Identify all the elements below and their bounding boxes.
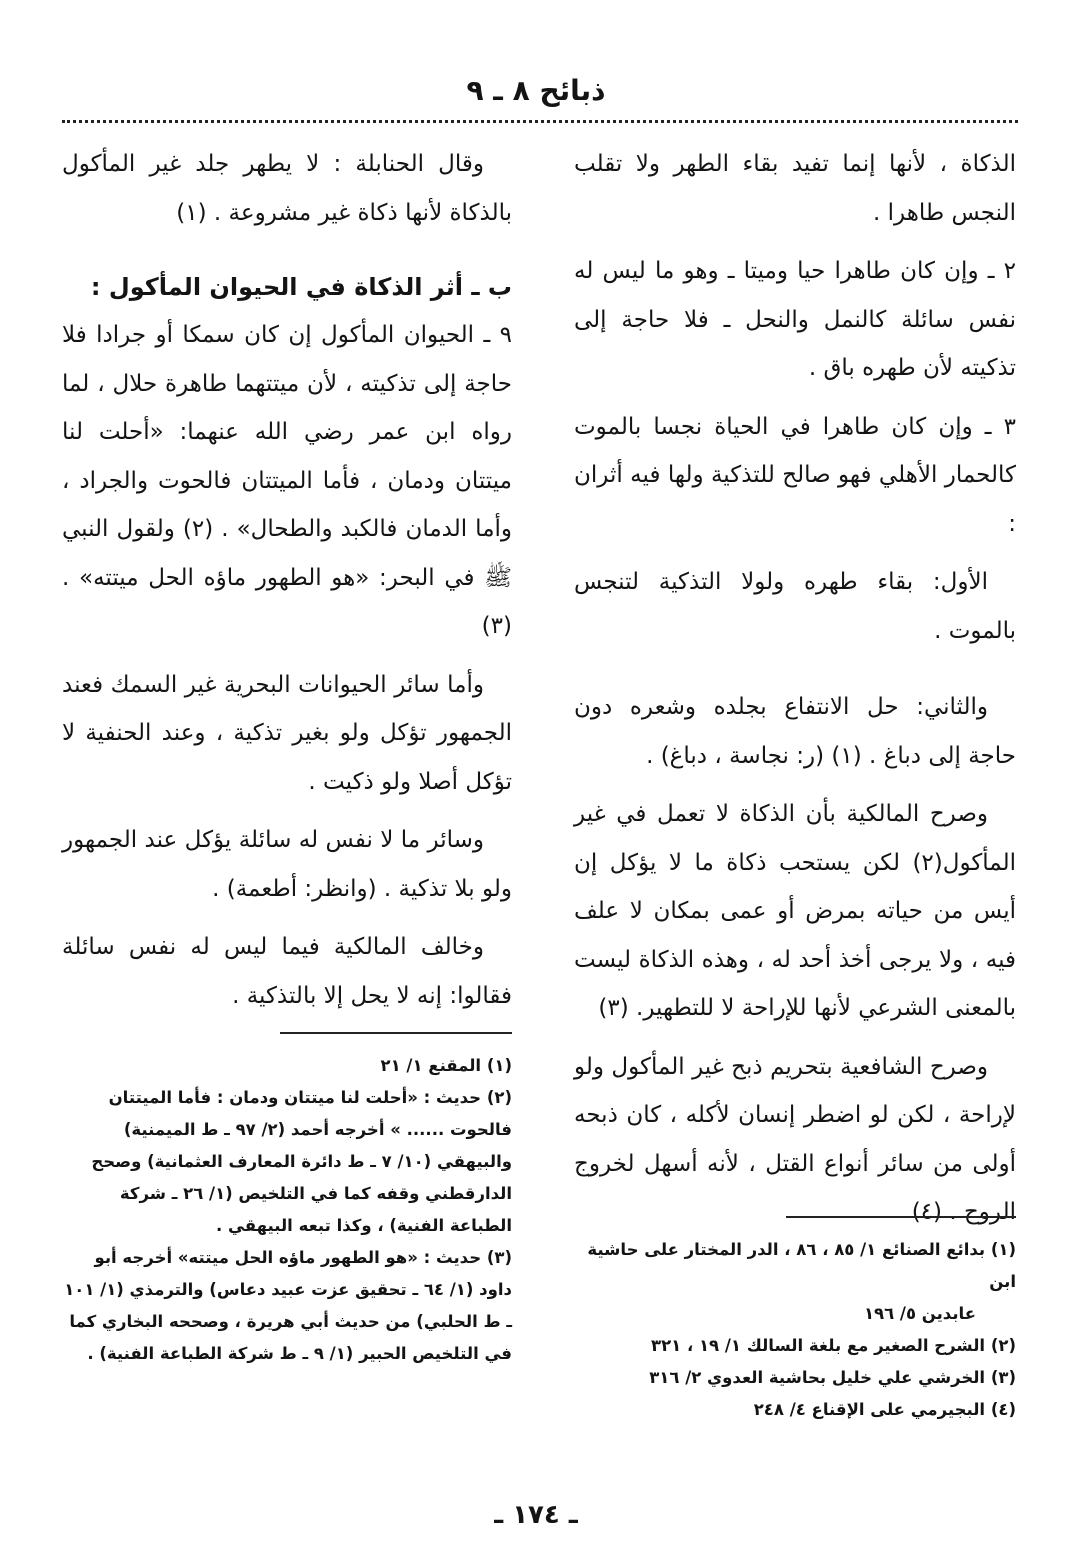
footnote: (٣) الخرشي علي خليل بحاشية العدوي ٢/ ٣١٦ bbox=[649, 1368, 1016, 1387]
footnote: (١) بدائع الصنائع ١/ ٨٥ ، ٨٦ ، الدر المختار على حاشية ابن bbox=[587, 1240, 1016, 1291]
footnotes-right bbox=[574, 1234, 1016, 1426]
footnote: (٤) البجيرمي على الإقناع ٤/ ٢٤٨ bbox=[753, 1400, 1016, 1419]
paragraph: الأول: بقاء طهره ولولا التذكية لتنجس بالموت . bbox=[574, 569, 1016, 644]
footnote-divider bbox=[280, 1032, 512, 1034]
numbered-paragraph-9: ٩ ـ الحيوان المأكول إن كان سمكا أو جرادا فلا حاجة إلى تذكيته ، لأن ميتتهما طاهرة حلال ، لما رواه ابن عمر رضي الله عنهما: «أحلت لنا ميتتان ودمان ، فأما الميتتان فالحوت والجراد ، وأما الدمان فالكبد والطحال» . (٢) ولقول النبي ﷺ في البحر: «هو الطهور ماؤه الحل ميتته» . (٣) bbox=[62, 322, 513, 639]
footnotes-left bbox=[62, 1050, 512, 1370]
numbered-paragraph-2: ٢ ـ وإن كان طاهرا حيا وميتا ـ وهو ما ليس له نفس سائلة كالنمل والنحل ـ فلا حاجة إلى تذكيته لأن طهره باق . bbox=[574, 258, 1016, 381]
paragraph: وسائر ما لا نفس له سائلة يؤكل عند الجمهور ولو بلا تذكية . (وانظر: أطعمة) . bbox=[62, 827, 512, 902]
paragraph: الذكاة ، لأنها إنما تفيد بقاء الطهر ولا تقلب النجس طاهرا . bbox=[574, 151, 1016, 226]
paragraph: وأما سائر الحيوانات البحرية غير السمك فعند الجمهور تؤكل ولو بغير تذكية ، وعند الحنفية لا تؤكل أصلا ولو ذكيت . bbox=[62, 671, 512, 795]
paragraph: والثاني: حل الانتفاع بجلده وشعره دون حاجة إلى دباغ . (١) (ر: نجاسة ، دباغ) . bbox=[574, 694, 1016, 769]
footnote: (٣) حديث : «هو الطهور ماؤه الحل ميتته» أخرجه أبو داود (١/ ٦٤ ـ تحقيق عزت عبيد دعاس) والترمذي (١/ ١٠١ ـ ط الحلبي) من حديث أبي هريرة ، وصححه البخاري كما في التلخيص الحبير (١/ ٩ ـ ط شركة الطباعة الفنية) . bbox=[64, 1248, 512, 1363]
page-number: ـ ١٧٤ ـ bbox=[494, 1500, 578, 1530]
footnote-divider bbox=[786, 1216, 1016, 1218]
left-column bbox=[62, 140, 512, 1030]
paragraph: وقال الحنابلة : لا يطهر جلد غير المأكول بالذكاة لأنها ذكاة غير مشروعة . (١) bbox=[62, 151, 512, 226]
numbered-paragraph-3: ٣ ـ وإن كان طاهرا في الحياة نجسا بالموت كالحمار الأهلي فهو صالح للتذكية ولها فيه أثران : bbox=[574, 413, 1016, 537]
right-column bbox=[574, 140, 1016, 1247]
header-dotted-divider bbox=[62, 120, 1018, 123]
footnote: (٢) الشرح الصغير مع بلغة السالك ١/ ١٩ ، ٣٢١ bbox=[651, 1336, 1016, 1355]
running-header: ذبائح ٨ ـ ٩ bbox=[466, 74, 606, 107]
paragraph: وصرح الشافعية بتحريم ذبح غير المأكول ولو لإراحة ، لكن لو اضطر إنسان لأكله ، كان ذبحه أولى من سائر أنواع القتل ، لأنه أسهل لخروج الروح . (٤) bbox=[574, 1053, 1016, 1225]
footnote: (١) المقنع ١/ ٢١ bbox=[380, 1056, 512, 1075]
paragraph: وصرح المالكية بأن الذكاة لا تعمل في غير المأكول(٢) لكن يستحب ذكاة ما لا يؤكل إن أيس من حياته بمرض أو عمى بمكان لا علف فيه ، ولا يرجى أخذ أحد له ، وهذه الذكاة ليست بالمعنى الشرعي لأنها للإراحة لا للتطهير. (٣) bbox=[574, 801, 1016, 1021]
paragraph: وخالف المالكية فيما ليس له نفس سائلة فقالوا: إنه لا يحل إلا بالتذكية . bbox=[62, 934, 512, 1009]
section-heading: ب ـ أثر الذكاة في الحيوان المأكول : bbox=[90, 273, 512, 301]
footnote: (٢) حديث : «أحلت لنا ميتتان ودمان : فأما الميتتان فالحوت ...... » أخرجه أحمد (٢/ ٩٧ ـ ط الميمنية) والبيهقي (١٠/ ٧ ـ ط دائرة المعارف العثمانية) وصحح الدارقطني وقفه كما في التلخيص (١/ ٢٦ ـ شركة الطباعة الفنية) ، وكذا تبعه البيهقي . bbox=[91, 1088, 512, 1235]
footnote-continuation: عابدين ٥/ ١٩٦ bbox=[863, 1304, 976, 1323]
